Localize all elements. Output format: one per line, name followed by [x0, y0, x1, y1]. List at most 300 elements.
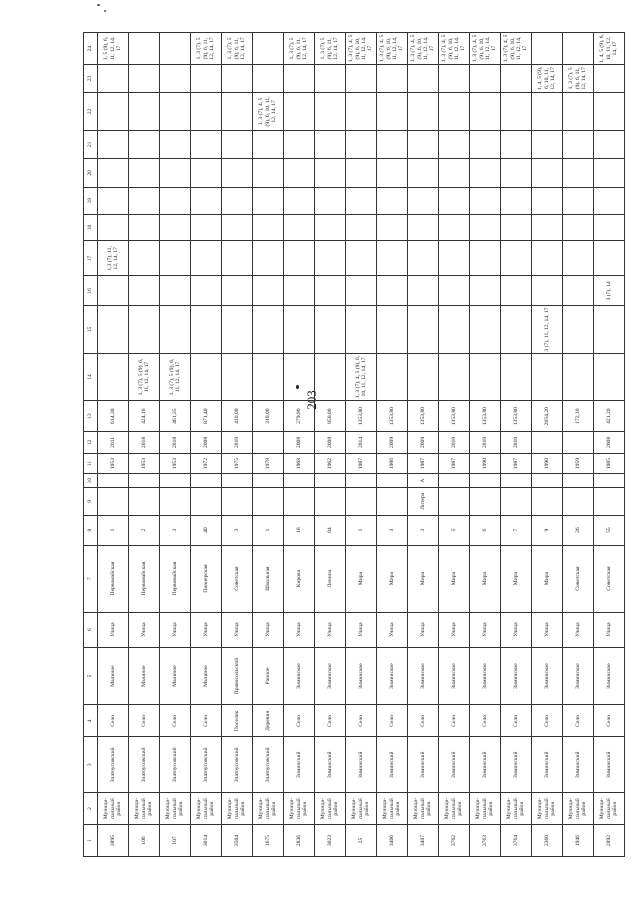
- table-cell: 871,40: [191, 401, 222, 432]
- table-cell: [501, 65, 532, 93]
- table-cell: [532, 33, 563, 65]
- table-cell: [222, 187, 253, 214]
- table-cell: [222, 131, 253, 159]
- table-cell: Муници-пальный район: [346, 793, 377, 825]
- column-number-cell: 17: [84, 241, 98, 276]
- table-cell: Муници-пальный район: [222, 793, 253, 825]
- column-number-row: [84, 33, 98, 857]
- table-cell: 1, 3 (7), 4, 5 (9), 6, 10, 11, 12, 14, 17: [501, 33, 532, 65]
- table-cell: 1353,80: [501, 401, 532, 432]
- column-number-cell: 19: [84, 187, 98, 214]
- table-cell: 3504: [222, 825, 253, 857]
- table-cell: [346, 306, 377, 353]
- table-cell: [191, 487, 222, 515]
- table-cell: [439, 487, 470, 515]
- table-cell: Улица: [191, 612, 222, 647]
- table-cell: Село: [563, 705, 594, 737]
- table-cell: [315, 276, 346, 306]
- table-cell: [439, 158, 470, 187]
- table-cell: 850,00: [315, 401, 346, 432]
- table-cell: 3763: [470, 825, 501, 857]
- table-cell: [222, 65, 253, 93]
- table-cell: Зиминское: [501, 647, 532, 705]
- column-number-cell: 23: [84, 65, 98, 93]
- table-cell: Муници-пальный район: [408, 793, 439, 825]
- table-cell: Село: [191, 705, 222, 737]
- table-cell: 2014: [346, 432, 377, 454]
- table-cell: [160, 158, 191, 187]
- table-row: [346, 33, 377, 857]
- table-cell: Ленина: [315, 545, 346, 612]
- table-cell: 18: [284, 515, 315, 545]
- table-cell: 1, 3 (7), 4, 5 (9), 6, 10, 11, 12, 14, 17: [346, 33, 377, 65]
- table-cell: [129, 131, 160, 159]
- table-cell: 1353,80: [346, 401, 377, 432]
- table-cell: Муници-пальный район: [160, 793, 191, 825]
- table-cell: [377, 241, 408, 276]
- table-cell: Зиминский: [284, 737, 315, 793]
- table-cell: [129, 187, 160, 214]
- table-cell: [222, 158, 253, 187]
- table-cell: 1, 4, 5 (9), 6, 10, 11, 12, 14, 17: [594, 33, 625, 65]
- table-cell: 1,3 (7), 11, 12, 14, 17: [98, 241, 129, 276]
- table-cell: [253, 33, 284, 65]
- table-cell: [439, 65, 470, 93]
- table-cell: 3: [408, 515, 439, 545]
- table-cell: [594, 187, 625, 214]
- table-row: [315, 33, 346, 857]
- table-row: [470, 33, 501, 857]
- table-cell: Муници-пальный район: [129, 793, 160, 825]
- table-cell: 3023: [315, 825, 346, 857]
- table-cell: 1953: [129, 453, 160, 474]
- table-cell: [377, 92, 408, 130]
- table-cell: [284, 187, 315, 214]
- table-cell: 3 (7), 14: [594, 276, 625, 306]
- table-cell: [532, 92, 563, 130]
- table-cell: Златоусовский: [191, 737, 222, 793]
- table-cell: Зиминское: [377, 647, 408, 705]
- table-cell: Литера: [408, 487, 439, 515]
- table-cell: А: [408, 474, 439, 487]
- table-cell: 310,00: [253, 401, 284, 432]
- table-cell: Село: [501, 705, 532, 737]
- table-cell: [563, 306, 594, 353]
- table-cell: [346, 65, 377, 93]
- table-cell: Село: [470, 705, 501, 737]
- table-cell: Первомайская: [98, 545, 129, 612]
- table-cell: [222, 487, 253, 515]
- table-cell: [594, 487, 625, 515]
- table-cell: 3764: [501, 825, 532, 857]
- table-cell: [160, 187, 191, 214]
- table-cell: [470, 474, 501, 487]
- table-cell: Село: [315, 705, 346, 737]
- table-cell: 3014: [191, 825, 222, 857]
- table-cell: 2010: [501, 432, 532, 454]
- table-cell: [129, 158, 160, 187]
- table-cell: [563, 131, 594, 159]
- table-cell: [408, 353, 439, 400]
- table-cell: Муници-пальный район: [284, 793, 315, 825]
- table-cell: 2018: [129, 432, 160, 454]
- table-cell: [470, 158, 501, 187]
- table-cell: Муници-пальный район: [439, 793, 470, 825]
- table-cell: Кирова: [284, 545, 315, 612]
- table-row: [532, 33, 563, 857]
- table-cell: [160, 487, 191, 515]
- table-cell: Раиное: [253, 647, 284, 705]
- table-cell: Малиное: [129, 647, 160, 705]
- table-cell: 2008: [284, 432, 315, 454]
- table-cell: [377, 187, 408, 214]
- table-cell: [284, 131, 315, 159]
- table-cell: [315, 487, 346, 515]
- table-cell: [594, 214, 625, 241]
- table-cell: Зиминский: [594, 737, 625, 793]
- table-cell: [532, 158, 563, 187]
- table-cell: 3762: [439, 825, 470, 857]
- table-cell: 3406: [377, 825, 408, 857]
- housing-registry-table: [83, 32, 625, 857]
- column-number-cell: 7: [84, 545, 98, 612]
- table-cell: 3895: [98, 825, 129, 857]
- table-cell: [346, 187, 377, 214]
- table-cell: 1: [253, 515, 284, 545]
- table-row: [439, 33, 470, 857]
- table-cell: [315, 131, 346, 159]
- table-cell: 1, 3 (7), 5 (9), 6, 11, 12, 14, 17: [315, 33, 346, 65]
- table-cell: 424,16: [129, 401, 160, 432]
- table-row: [98, 33, 129, 857]
- table-cell: [315, 306, 346, 353]
- table-cell: [129, 306, 160, 353]
- table-cell: 1987: [408, 453, 439, 474]
- table-cell: [501, 306, 532, 353]
- column-number-cell: 16: [84, 276, 98, 306]
- table-cell: 2360: [532, 825, 563, 857]
- table-cell: Муници-пальный район: [253, 793, 284, 825]
- table-cell: 55: [594, 515, 625, 545]
- table-cell: [160, 131, 191, 159]
- table-cell: [563, 353, 594, 400]
- table-cell: [98, 353, 129, 400]
- table-cell: Мира: [439, 545, 470, 612]
- table-cell: [346, 487, 377, 515]
- table-cell: 1353,80: [377, 401, 408, 432]
- table-cell: 1, 3 (7), 5 (9), 6, 11, 12, 14, 17: [222, 33, 253, 65]
- table-cell: Мира: [532, 545, 563, 612]
- table-cell: Зиминское: [315, 647, 346, 705]
- table-cell: [315, 158, 346, 187]
- table-cell: [563, 33, 594, 65]
- table-cell: 3: [222, 515, 253, 545]
- table-cell: Зиминский: [346, 737, 377, 793]
- table-cell: Зиминский: [315, 737, 346, 793]
- table-cell: Село: [98, 705, 129, 737]
- table-cell: [346, 92, 377, 130]
- column-number-cell: 3: [84, 737, 98, 793]
- table-cell: [408, 276, 439, 306]
- table-cell: Село: [594, 705, 625, 737]
- table-cell: [532, 241, 563, 276]
- table-cell: 107: [160, 825, 191, 857]
- table-cell: [191, 158, 222, 187]
- table-cell: [346, 241, 377, 276]
- table-cell: [346, 276, 377, 306]
- table-cell: [346, 214, 377, 241]
- table-cell: Зиминское: [563, 647, 594, 705]
- table-cell: Зиминский: [470, 737, 501, 793]
- table-cell: Село: [346, 705, 377, 737]
- table-cell: [253, 353, 284, 400]
- table-cell: Муници-пальный район: [501, 793, 532, 825]
- table-cell: Улица: [594, 612, 625, 647]
- table-cell: [563, 92, 594, 130]
- table-cell: Златоусовский: [222, 737, 253, 793]
- table-cell: [377, 474, 408, 487]
- table-cell: 1: [346, 515, 377, 545]
- column-number-cell: 22: [84, 92, 98, 130]
- column-number-cell: 10: [84, 474, 98, 487]
- table-cell: Деревня: [253, 705, 284, 737]
- table-row: [191, 33, 222, 857]
- table-cell: 1, 3 (7), 5 (9), 6, 11, 12, 14, 17: [129, 353, 160, 400]
- table-cell: [253, 306, 284, 353]
- table-cell: [191, 92, 222, 130]
- scan-speck: [97, 4, 100, 6]
- table-cell: [470, 276, 501, 306]
- table-cell: Село: [532, 705, 563, 737]
- table-cell: 2010: [439, 432, 470, 454]
- table-cell: 1953: [160, 453, 191, 474]
- table-cell: [315, 187, 346, 214]
- table-cell: [191, 187, 222, 214]
- table-cell: [532, 276, 563, 306]
- table-cell: Зиминский: [563, 737, 594, 793]
- table-cell: Улица: [532, 612, 563, 647]
- table-cell: Малиное: [98, 647, 129, 705]
- table-cell: [315, 353, 346, 400]
- table-cell: 1975: [222, 453, 253, 474]
- table-cell: [160, 92, 191, 130]
- table-cell: 1962: [315, 453, 346, 474]
- table-cell: 461,35: [160, 401, 191, 432]
- table-cell: [501, 214, 532, 241]
- table-cell: [253, 214, 284, 241]
- table-cell: 2010: [222, 432, 253, 454]
- table-cell: [253, 158, 284, 187]
- table-cell: [563, 187, 594, 214]
- table-cell: 1, 3 (7), 4, 5 (9), 6, 10, 11, 12, 14, 17: [408, 33, 439, 65]
- table-cell: [284, 276, 315, 306]
- table-row: [160, 33, 191, 857]
- table-cell: [284, 65, 315, 93]
- table-cell: [315, 65, 346, 93]
- column-number-cell: 11: [84, 453, 98, 474]
- table-cell: [439, 276, 470, 306]
- table-cell: Зиминское: [470, 647, 501, 705]
- table-cell: 1, 3 (7), 5 (9), 6, 11, 12, 14, 17: [191, 33, 222, 65]
- table-cell: [501, 92, 532, 130]
- table-cell: [191, 276, 222, 306]
- table-cell: [315, 241, 346, 276]
- column-number-cell: 6: [84, 612, 98, 647]
- table-cell: Мира: [501, 545, 532, 612]
- table-cell: [129, 241, 160, 276]
- table-cell: [501, 187, 532, 214]
- table-cell: Улица: [408, 612, 439, 647]
- table-row: [253, 33, 284, 857]
- table-cell: 3: [377, 515, 408, 545]
- table-cell: 1985: [594, 453, 625, 474]
- table-cell: [470, 65, 501, 93]
- table-cell: [532, 353, 563, 400]
- table-cell: [284, 214, 315, 241]
- table-cell: [98, 474, 129, 487]
- table-cell: Златоусовский: [160, 737, 191, 793]
- table-cell: 2008: [315, 432, 346, 454]
- table-cell: [594, 92, 625, 130]
- table-cell: 5: [439, 515, 470, 545]
- table-cell: Зиминский: [439, 737, 470, 793]
- table-cell: [129, 276, 160, 306]
- table-cell: 1353,80: [408, 401, 439, 432]
- table-cell: 2008: [191, 432, 222, 454]
- table-cell: [532, 214, 563, 241]
- table-cell: 1990: [470, 453, 501, 474]
- table-cell: 410,00: [222, 401, 253, 432]
- rotated-table-container: [83, 32, 619, 857]
- table-cell: [563, 276, 594, 306]
- table-cell: 26: [563, 515, 594, 545]
- page-number: 203: [304, 390, 319, 410]
- table-cell: Златоусовский: [98, 737, 129, 793]
- table-cell: [470, 353, 501, 400]
- table-cell: Зиминское: [594, 647, 625, 705]
- table-cell: [563, 158, 594, 187]
- table-cell: Улица: [253, 612, 284, 647]
- table-cell: Улица: [501, 612, 532, 647]
- table-cell: 1990: [532, 453, 563, 474]
- column-number-cell: 15: [84, 306, 98, 353]
- table-cell: Зиминский: [532, 737, 563, 793]
- table-cell: [408, 131, 439, 159]
- table-cell: [160, 33, 191, 65]
- table-cell: Златоусовский: [253, 737, 284, 793]
- table-cell: [98, 214, 129, 241]
- table-cell: [501, 487, 532, 515]
- table-cell: Мира: [408, 545, 439, 612]
- table-cell: 1978: [253, 453, 284, 474]
- table-cell: 2008: [594, 432, 625, 454]
- table-cell: [563, 487, 594, 515]
- column-number-cell: 20: [84, 158, 98, 187]
- table-cell: [98, 92, 129, 130]
- table-cell: 279,90: [284, 401, 315, 432]
- table-row: [222, 33, 253, 857]
- table-cell: [408, 65, 439, 93]
- table-cell: [408, 92, 439, 130]
- table-cell: 1, 3 (7), 5 (9), 6, 11, 12, 14, 17: [563, 65, 594, 93]
- table-row: [408, 33, 439, 857]
- table-cell: [222, 306, 253, 353]
- table-cell: [346, 474, 377, 487]
- table-cell: [253, 276, 284, 306]
- table-cell: [222, 241, 253, 276]
- table-cell: [346, 158, 377, 187]
- table-cell: 614,30: [98, 401, 129, 432]
- table-cell: Улица: [439, 612, 470, 647]
- table-cell: [222, 353, 253, 400]
- table-cell: [439, 187, 470, 214]
- table-cell: [501, 276, 532, 306]
- table-cell: 2836: [284, 825, 315, 857]
- table-cell: [532, 187, 563, 214]
- table-cell: [594, 65, 625, 93]
- table-cell: [222, 214, 253, 241]
- table-cell: Советская: [563, 545, 594, 612]
- table-cell: Село: [284, 705, 315, 737]
- table-cell: 2010: [470, 432, 501, 454]
- table-cell: Село: [160, 705, 191, 737]
- table-cell: 2011: [98, 432, 129, 454]
- table-cell: Зиминское: [532, 647, 563, 705]
- table-cell: [408, 214, 439, 241]
- table-cell: [253, 241, 284, 276]
- table-cell: [160, 306, 191, 353]
- table-cell: 3: [160, 515, 191, 545]
- table-cell: [470, 92, 501, 130]
- table-cell: [253, 131, 284, 159]
- table-cell: [191, 214, 222, 241]
- table-cell: 1, 5 (9), 6, 11, 12, 14, 17: [98, 33, 129, 65]
- table-cell: [129, 92, 160, 130]
- table-cell: 9: [532, 515, 563, 545]
- table-cell: [98, 306, 129, 353]
- table-cell: Правосольский: [222, 647, 253, 705]
- column-number-cell: 4: [84, 705, 98, 737]
- table-cell: [501, 241, 532, 276]
- table-row: [501, 33, 532, 857]
- table-cell: Улица: [129, 612, 160, 647]
- table-cell: [594, 353, 625, 400]
- table-cell: Зиминское: [284, 647, 315, 705]
- table-cell: [594, 241, 625, 276]
- table-cell: [284, 306, 315, 353]
- table-cell: [439, 306, 470, 353]
- column-number-cell: 9: [84, 487, 98, 515]
- table-cell: Муници-пальный район: [532, 793, 563, 825]
- table-cell: [284, 158, 315, 187]
- table-cell: [160, 474, 191, 487]
- table-cell: [315, 214, 346, 241]
- table-cell: [470, 131, 501, 159]
- table-cell: Улица: [470, 612, 501, 647]
- table-cell: Улица: [563, 612, 594, 647]
- table-cell: 3407: [408, 825, 439, 857]
- table-cell: [284, 241, 315, 276]
- table-cell: Муници-пальный район: [191, 793, 222, 825]
- table-cell: [98, 131, 129, 159]
- table-cell: [439, 474, 470, 487]
- table-cell: Улица: [160, 612, 191, 647]
- table-cell: [253, 187, 284, 214]
- table-row: [594, 33, 625, 857]
- table-row: [129, 33, 160, 857]
- table-cell: Муници-пальный район: [377, 793, 408, 825]
- table-cell: [160, 214, 191, 241]
